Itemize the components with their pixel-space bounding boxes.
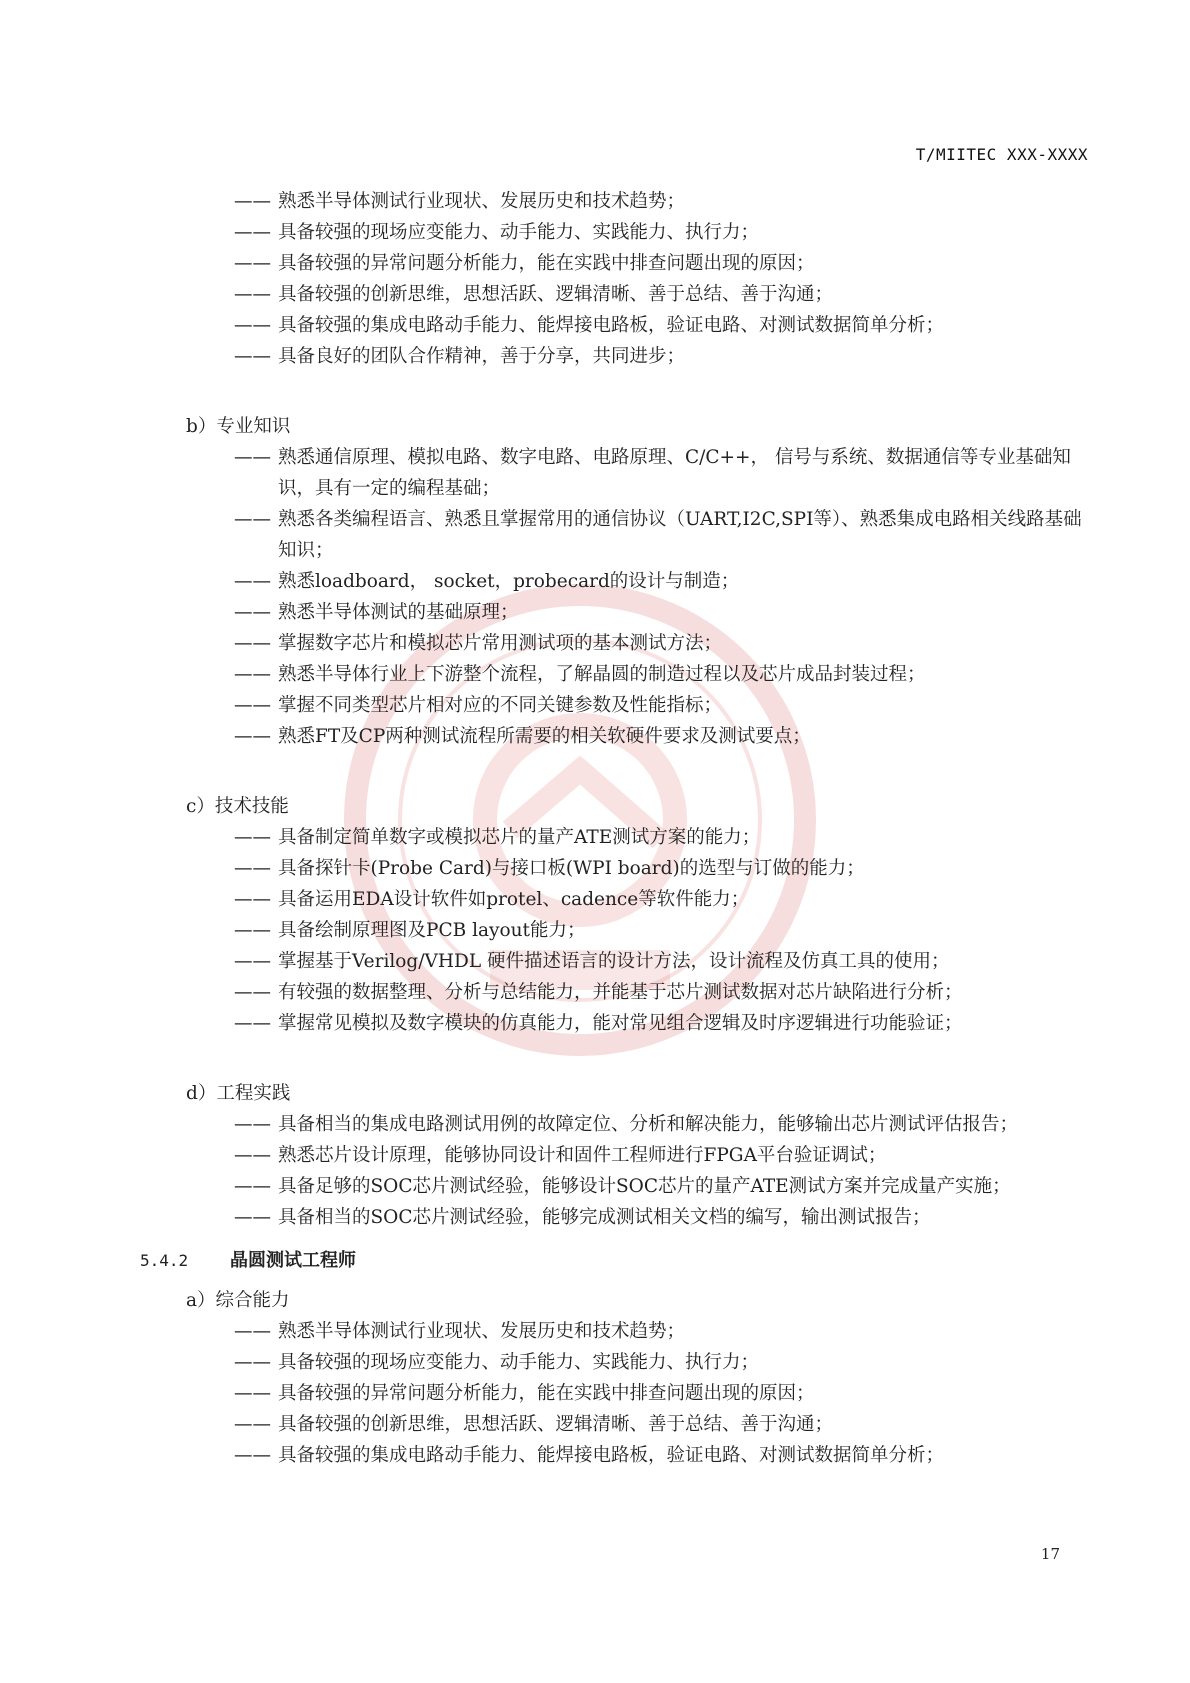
dash-mark: —— [234, 1207, 271, 1228]
list-item [234, 822, 1098, 853]
list-item [234, 1347, 1098, 1378]
dash-mark: —— [234, 1352, 271, 1373]
spacer [0, 752, 1190, 783]
spacer [0, 372, 1190, 403]
list-block-technical-skills [0, 822, 1190, 1039]
list-item [234, 659, 1098, 690]
list-item [234, 1008, 1098, 1039]
list-item-text: 掌握数字芯片和模拟芯片常用测试项的基本测试方法； [278, 633, 723, 654]
subsection-heading-b: b）专业知识 [186, 416, 291, 437]
dash-mark: —— [234, 664, 271, 685]
dash-mark: —— [234, 695, 271, 716]
list-item [234, 341, 1098, 372]
list-item-text: 掌握不同类型芯片相对应的不同关键参数及性能指标； [278, 695, 723, 716]
list-item-text: 掌握基于Verilog/VHDL 硬件描述语言的设计方法，设计流程及仿真工具的使用； [278, 951, 950, 972]
list-item-text: 具备制定简单数字或模拟芯片的量产ATE测试方案的能力； [278, 827, 761, 848]
section-title: 晶圆测试工程师 [230, 1250, 356, 1271]
list-item [234, 186, 1098, 217]
list-item-text: 具备较强的集成电路动手能力、能焊接电路板，验证电路、对测试数据简单分析； [278, 315, 945, 336]
list-item [234, 1378, 1098, 1409]
list-item [234, 884, 1098, 915]
list-item-text: 具备较强的现场应变能力、动手能力、实践能力、执行力； [278, 1352, 760, 1373]
dash-mark: —— [234, 1013, 271, 1034]
dash-mark: —— [234, 633, 271, 654]
section-number: 5.4.2 [140, 1251, 189, 1270]
list-item [234, 690, 1098, 721]
list-item [234, 1316, 1098, 1347]
dash-mark: —— [234, 253, 271, 274]
document-body [0, 186, 1190, 1471]
list-item [234, 279, 1098, 310]
list-block-wafer-general [0, 1316, 1190, 1471]
list-item-text: 熟悉各类编程语言、熟悉且掌握常用的通信协议（UART,I2C,SPI等）、熟悉集成电路相关线路基础知识； [278, 509, 1082, 561]
list-item-text: 具备相当的集成电路测试用例的故障定位、分析和解决能力，能够输出芯片测试评估报告； [278, 1114, 1019, 1135]
list-item-text: 熟悉loadboard， socket，probecard的设计与制造； [278, 571, 740, 592]
list-block-professional-knowledge [0, 442, 1190, 752]
list-item-text: 具备探针卡(Probe Card)与接口板(WPI board)的选型与订做的能力； [278, 858, 865, 879]
list-item [234, 1202, 1098, 1233]
list-item-text: 熟悉半导体行业上下游整个流程，了解晶圆的制造过程以及芯片成品封装过程； [278, 664, 926, 685]
list-item [234, 597, 1098, 628]
list-item-text: 熟悉半导体测试行业现状、发展历史和技术趋势； [278, 1321, 686, 1342]
list-item [234, 1140, 1098, 1171]
list-item [234, 310, 1098, 341]
list-item [234, 248, 1098, 279]
dash-mark: —— [234, 1321, 271, 1342]
subsection-heading-d: d）工程实践 [186, 1083, 291, 1104]
dash-mark: —— [234, 315, 271, 336]
list-item-text: 熟悉FT及CP两种测试流程所需要的相关软硬件要求及测试要点； [278, 726, 811, 747]
list-item-text: 具备较强的创新思维，思想活跃、逻辑清晰、善于总结、善于沟通； [278, 1414, 834, 1435]
dash-mark: —— [234, 191, 271, 212]
dash-mark: —— [234, 1445, 271, 1466]
spacer [0, 1039, 1190, 1070]
dash-mark: —— [234, 509, 271, 530]
page-number: 17 [1040, 1545, 1060, 1563]
list-item [234, 1409, 1098, 1440]
list-item [234, 721, 1098, 752]
dash-mark: —— [234, 284, 271, 305]
list-item-text: 具备较强的创新思维，思想活跃、逻辑清晰、善于总结、善于沟通； [278, 284, 834, 305]
dash-mark: —— [234, 982, 271, 1003]
list-item-text: 具备运用EDA设计软件如protel、cadence等软件能力； [278, 889, 750, 910]
list-item [234, 853, 1098, 884]
dash-mark: —— [234, 1145, 271, 1166]
list-block-general [0, 186, 1190, 372]
list-item [234, 1109, 1098, 1140]
list-item-text: 有较强的数据整理、分析与总结能力，并能基于芯片测试数据对芯片缺陷进行分析； [278, 982, 963, 1003]
dash-mark: —— [234, 602, 271, 623]
list-item-text: 具备较强的现场应变能力、动手能力、实践能力、执行力； [278, 222, 760, 243]
document-code: T/MIITEC XXX-XXXX [915, 145, 1088, 164]
list-item [234, 1440, 1098, 1471]
list-item [234, 504, 1098, 566]
dash-mark: —— [234, 346, 271, 367]
dash-mark: —— [234, 1176, 271, 1197]
list-item-text: 熟悉半导体测试行业现状、发展历史和技术趋势； [278, 191, 686, 212]
list-item [234, 946, 1098, 977]
section-heading-5-4-2 [140, 1245, 1190, 1277]
dash-mark: —— [234, 222, 271, 243]
list-item [234, 1171, 1098, 1202]
list-item-text: 具备较强的异常问题分析能力，能在实践中排查问题出现的原因； [278, 1383, 815, 1404]
list-item [234, 977, 1098, 1008]
list-item [234, 566, 1098, 597]
dash-mark: —— [234, 951, 271, 972]
dash-mark: —— [234, 889, 271, 910]
list-item [234, 442, 1098, 504]
list-item-text: 熟悉通信原理、模拟电路、数字电路、电路原理、C/C++， 信号与系统、数据通信等专业基础知识，具有一定的编程基础； [278, 447, 1071, 499]
subsection-heading-a: a）综合能力 [186, 1290, 290, 1311]
list-item-text: 具备足够的SOC芯片测试经验，能够设计SOC芯片的量产ATE测试方案并完成量产实施； [278, 1176, 1011, 1197]
dash-mark: —— [234, 447, 271, 468]
dash-mark: —— [234, 726, 271, 747]
list-item-text: 具备绘制原理图及PCB layout能力； [278, 920, 586, 941]
list-item-text: 熟悉半导体测试的基础原理； [278, 602, 519, 623]
list-block-engineering-practice [0, 1109, 1190, 1233]
list-item [234, 915, 1098, 946]
dash-mark: —— [234, 1114, 271, 1135]
dash-mark: —— [234, 858, 271, 879]
subsection-heading-c: c）技术技能 [186, 796, 289, 817]
list-item-text: 掌握常见模拟及数字模块的仿真能力，能对常见组合逻辑及时序逻辑进行功能验证； [278, 1013, 963, 1034]
dash-mark: —— [234, 920, 271, 941]
list-item [234, 628, 1098, 659]
list-item-text: 具备较强的异常问题分析能力，能在实践中排查问题出现的原因； [278, 253, 815, 274]
dash-mark: —— [234, 1414, 271, 1435]
list-item-text: 具备较强的集成电路动手能力、能焊接电路板，验证电路、对测试数据简单分析； [278, 1445, 945, 1466]
dash-mark: —— [234, 571, 271, 592]
list-item [234, 217, 1098, 248]
dash-mark: —— [234, 827, 271, 848]
list-item-text: 熟悉芯片设计原理，能够协同设计和固件工程师进行FPGA平台验证调试； [278, 1145, 887, 1166]
list-item-text: 具备相当的SOC芯片测试经验，能够完成测试相关文档的编写，输出测试报告； [278, 1207, 931, 1228]
dash-mark: —— [234, 1383, 271, 1404]
list-item-text: 具备良好的团队合作精神，善于分享，共同进步； [278, 346, 686, 367]
